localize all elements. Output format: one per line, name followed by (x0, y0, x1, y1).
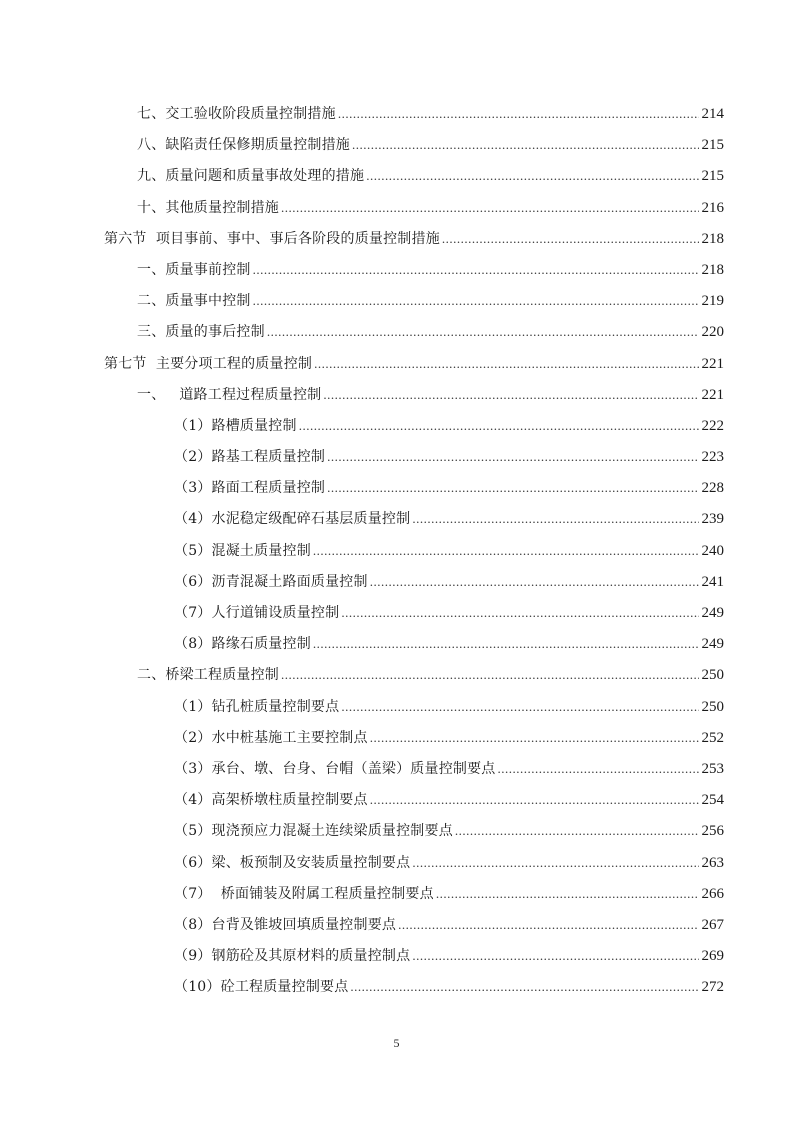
toc-entry-page: 218 (701, 261, 724, 278)
toc-subentry[interactable] (104, 628, 724, 659)
toc-entry-page: 250 (701, 667, 724, 684)
toc-subentry[interactable] (104, 847, 724, 878)
toc-entry[interactable] (104, 285, 724, 316)
toc-subentry[interactable] (104, 503, 724, 534)
toc-entry-page: 249 (701, 605, 724, 621)
toc-section-entry[interactable] (104, 348, 724, 379)
dot-leader (436, 878, 699, 909)
toc-entry-page: 214 (701, 106, 724, 122)
toc-entry-title: （7）人行道铺设质量控制 (174, 605, 340, 621)
toc-entry-title: （5）混凝土质量控制 (174, 542, 311, 559)
dot-leader (313, 628, 699, 659)
toc-entry-title: 十、其他质量控制措施 (137, 199, 279, 216)
toc-entry-page: 223 (701, 449, 724, 466)
toc-entry-title: （1）钻孔桩质量控制要点 (174, 698, 340, 715)
dot-leader (327, 441, 698, 472)
dot-leader (313, 535, 699, 566)
toc-entry-page: 215 (701, 137, 724, 154)
toc-subentry[interactable] (104, 441, 724, 472)
toc-subentry[interactable] (104, 878, 724, 909)
toc-entry-page: 253 (701, 760, 724, 777)
toc-entry-title: （4）水泥稳定级配碎石基层质量控制 (174, 511, 411, 528)
toc-entry-title: 七、交工验收阶段质量控制措施 (137, 106, 336, 122)
dot-leader (412, 847, 698, 878)
dot-leader (323, 379, 698, 410)
dot-leader (442, 223, 699, 254)
toc-entry[interactable] (104, 254, 724, 285)
toc-entry-title: （2）路基工程质量控制 (174, 449, 326, 466)
toc-subentry[interactable] (104, 410, 724, 441)
toc-entry-title: （6）梁、板预制及安装质量控制要点 (174, 854, 411, 871)
toc-entry-title: （9）钢筋砼及其原材料的质量控制点 (174, 948, 411, 965)
dot-leader (341, 597, 698, 628)
toc-entry-title: （7） 桥面铺装及附属工程质量控制要点 (174, 885, 434, 902)
toc-entry-page: 254 (701, 792, 724, 809)
dot-leader (455, 815, 699, 846)
dot-leader (398, 909, 698, 940)
toc-subentry[interactable] (104, 753, 724, 784)
toc-entry-title: （2）水中桩基施工主要控制点 (174, 729, 368, 746)
toc-subentry[interactable] (104, 815, 724, 846)
toc-entry-title: 一、质量事前控制 (137, 261, 251, 278)
toc-subentry[interactable] (104, 784, 724, 815)
toc-entry-title: （5）现浇预应力混凝土连续梁质量控制要点 (174, 823, 453, 840)
toc-subentry[interactable] (104, 940, 724, 971)
dot-leader (498, 753, 699, 784)
toc-entry-page: 249 (701, 636, 724, 653)
toc-entry-title: （4）高架桥墩柱质量控制要点 (174, 792, 368, 809)
toc-entry-page: 221 (701, 355, 724, 372)
toc-entry-title: 八、缺陷责任保修期质量控制措施 (137, 137, 350, 154)
dot-leader (327, 472, 698, 503)
dot-leader (370, 566, 699, 597)
toc-entry[interactable] (104, 160, 724, 191)
toc-entry-title: 九、质量问题和质量事故处理的措施 (137, 168, 365, 185)
toc-entry[interactable] (104, 98, 724, 129)
toc-entry[interactable] (104, 192, 724, 223)
toc-entry[interactable] (104, 129, 724, 160)
toc-entry-title: （3）路面工程质量控制 (174, 480, 326, 497)
toc-entry-title: 二、桥梁工程质量控制 (137, 667, 279, 684)
toc-subentry[interactable] (104, 971, 724, 1002)
dot-leader (412, 503, 698, 534)
toc-entry[interactable] (104, 316, 724, 347)
dot-leader (253, 254, 699, 285)
toc-entry-page: 269 (701, 948, 724, 965)
toc-entry-title: 二、质量事中控制 (137, 293, 251, 310)
toc-entry-page: 215 (701, 168, 724, 185)
toc-entry-page: 218 (701, 230, 724, 247)
dot-leader (370, 784, 699, 815)
toc-entry-title: （8）路缘石质量控制 (174, 636, 311, 653)
toc-entry-page: 250 (701, 698, 724, 715)
dot-leader (281, 192, 699, 223)
toc-entry-page: 216 (701, 199, 724, 216)
toc-subentry[interactable] (104, 909, 724, 940)
dot-leader (412, 940, 698, 971)
page-number: 5 (393, 1036, 400, 1050)
dot-leader (370, 722, 699, 753)
toc-subentry[interactable] (104, 597, 724, 628)
toc-entry-title: 三、质量的事后控制 (137, 324, 265, 341)
dot-leader (350, 971, 698, 1002)
toc-entry-page: 266 (701, 885, 724, 902)
toc-entry[interactable] (104, 659, 724, 690)
toc-entry-page: 272 (701, 979, 724, 996)
dot-leader (341, 691, 698, 722)
dot-leader (267, 316, 699, 347)
toc-subentry[interactable] (104, 535, 724, 566)
toc-entry-title: 第七节 主要分项工程的质量控制 (104, 355, 313, 372)
toc-entry-title: （6）沥青混凝土路面质量控制 (174, 573, 368, 590)
dot-leader (253, 285, 699, 316)
toc-entry-page: 267 (701, 916, 724, 933)
toc-entry-title: 第六节 项目事前、事中、事后各阶段的质量控制措施 (104, 230, 440, 247)
dot-leader (338, 98, 699, 129)
table-of-contents (104, 98, 724, 1002)
toc-section-entry[interactable] (104, 223, 724, 254)
toc-entry-page: 228 (701, 480, 724, 497)
toc-entry-title: （1）路槽质量控制 (174, 417, 297, 434)
toc-entry-title: （8）台背及锥坡回填质量控制要点 (174, 916, 397, 933)
toc-entry-page: 239 (701, 511, 724, 528)
toc-subentry[interactable] (104, 691, 724, 722)
toc-entry-page: 256 (701, 823, 724, 840)
dot-leader (281, 659, 699, 690)
toc-subentry[interactable] (104, 472, 724, 503)
toc-entry-page: 252 (701, 729, 724, 746)
dot-leader (352, 129, 699, 160)
toc-entry-page: 219 (701, 293, 724, 310)
toc-entry-page: 221 (701, 386, 724, 403)
toc-entry-page: 220 (701, 324, 724, 341)
toc-entry-page: 263 (701, 854, 724, 871)
toc-entry-title: 一、 道路工程过程质量控制 (137, 386, 322, 403)
toc-subentry[interactable] (104, 566, 724, 597)
dot-leader (366, 160, 698, 191)
toc-entry-page: 240 (701, 542, 724, 559)
dot-leader (299, 410, 699, 441)
dot-leader (314, 348, 698, 379)
toc-entry-title: （10）砼工程质量控制要点 (174, 979, 349, 996)
toc-entry-page: 241 (701, 573, 724, 590)
toc-entry-title: （3）承台、墩、台身、台帽（盖梁）质量控制要点 (174, 760, 496, 777)
toc-entry-page: 222 (701, 417, 724, 434)
toc-entry[interactable] (104, 379, 724, 410)
toc-subentry[interactable] (104, 722, 724, 753)
